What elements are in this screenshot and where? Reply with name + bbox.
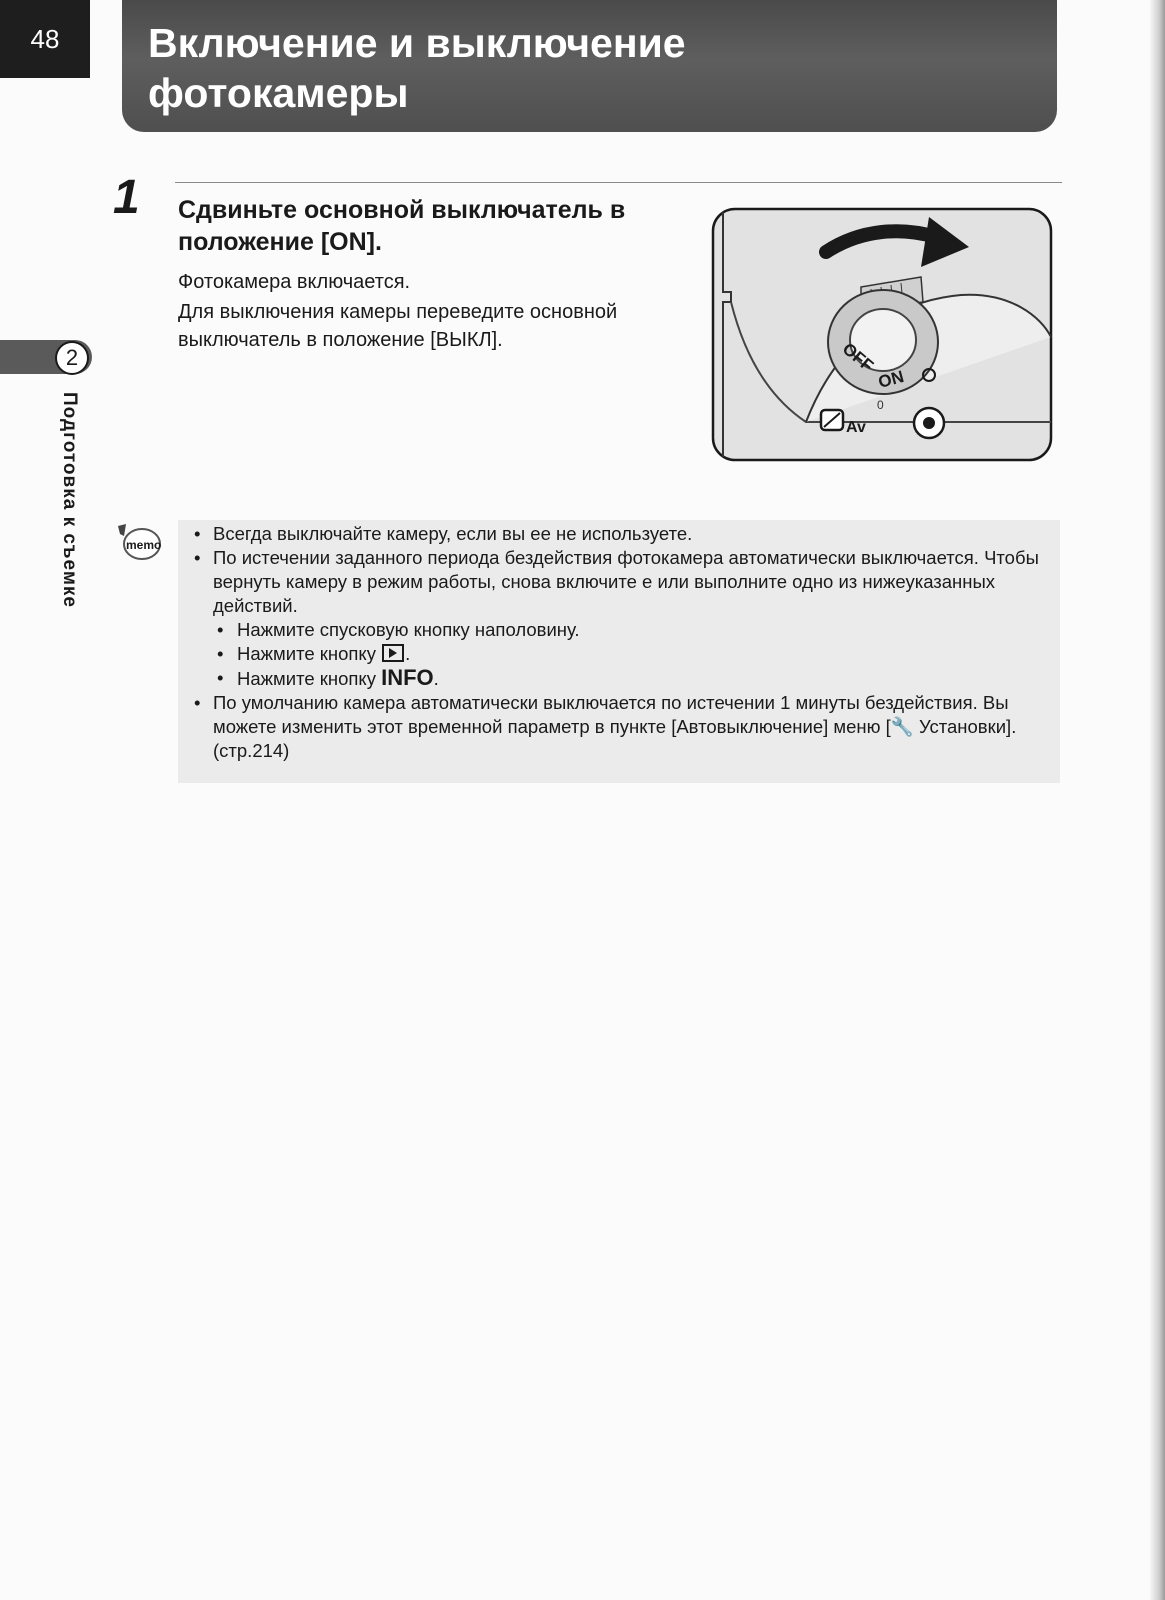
step-text-2: Для выключения камеры переведите основной выключатель в положение [ВЫКЛ]. — [178, 301, 618, 351]
memo-item: • По умолчанию камера автоматически выключается по истечении 1 минуты бездействия. Вы можете изменить этот временной параметр в пункте [Автовыключение] меню [🔧 Установки]. (стр.214) — [190, 691, 1050, 763]
memo-item: • Всегда выключайте камеру, если вы ее не используете. — [190, 522, 1050, 546]
page-edge-shadow — [1150, 0, 1165, 1600]
svg-text:memo: memo — [126, 538, 162, 552]
memo-list — [190, 522, 1050, 763]
memo-subitem: • Нажмите кнопку INFO. — [213, 666, 1050, 691]
switch-off-label: OFF — [838, 339, 878, 376]
info-button-label: INFO — [381, 665, 434, 690]
step-body — [178, 268, 638, 356]
chapter-label: Подготовка к съемке — [59, 392, 80, 608]
memo-subitem: • Нажмите кнопку . — [213, 642, 1050, 666]
step-number: 1 — [113, 171, 140, 224]
memo-sublist — [213, 618, 1050, 691]
wrench-icon: 🔧 — [890, 716, 914, 737]
playback-button-icon — [382, 644, 404, 662]
memo-icon — [114, 520, 162, 566]
svg-text:0: 0 — [877, 398, 884, 412]
page-title: Включение и выключение фотокамеры — [148, 20, 686, 116]
step-divider — [175, 182, 1062, 183]
av-label: Av — [846, 419, 866, 436]
switch-on-label: ON — [876, 366, 906, 392]
step-heading: Сдвиньте основной выключатель в положение [ON]. — [178, 196, 626, 256]
memo-item: • По истечении заданного периода бездействия фотокамера автоматически выключается. Чтобы вернуть камеру в режим работы, снова включите е или выполните одно из нижеуказанных действий. • Нажмите спусковую кнопку наполовину. • Нажмите кнопку . • Нажмите кнопку INFO. — [190, 546, 1050, 691]
camera-power-switch-illustration — [711, 207, 1053, 462]
page-number: 48 — [0, 0, 90, 78]
memo-subitem: • Нажмите спусковую кнопку наполовину. — [213, 618, 1050, 642]
step-text-1: Фотокамера включается. — [178, 271, 411, 293]
chapter-number: 2 — [55, 341, 89, 375]
